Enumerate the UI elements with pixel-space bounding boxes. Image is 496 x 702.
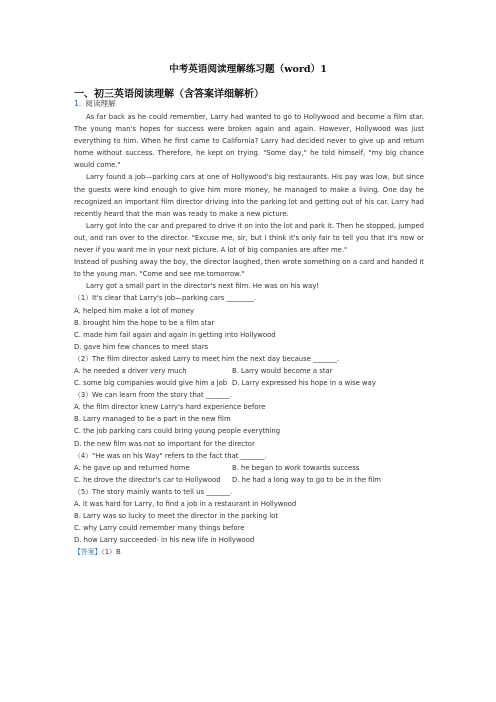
subsection-heading (74, 98, 116, 109)
option: A. he gave up and returned home (74, 463, 190, 472)
paragraph: As far back as he could remember, Larry had wanted to go to Hollywood and become a film star. The young man's hopes for success were broken again and again. However, Hollywood was just everything to him. When he first came to California? Larry had decided never to give up and return home without success. Therefore, he kept on trying. "Some day," he told himself, "my big chance would come." (74, 113, 424, 170)
question-3 (74, 389, 424, 449)
option: C. the job parking cars could bring young people everything (74, 427, 281, 436)
option: D. how Larry succeeded- in his new life in Hollywood (74, 536, 255, 545)
option: B. Larry managed to be a part in the new film (74, 415, 231, 424)
option: C. he drove the director's car to Hollywood (74, 475, 221, 484)
answer-text: （1）B (101, 548, 121, 557)
subsection-number: 1. (74, 99, 82, 108)
option: B. brought him the hope to be a film star (74, 318, 215, 327)
answer-label: 【答案】 (74, 548, 102, 557)
question-stem: （5）The story mainly wants to tell us _______. (74, 487, 233, 496)
option: A. the film director knew Larry's hard experience before (74, 403, 266, 412)
page-title: 中考英语阅读理解练习题（word）1 (169, 64, 327, 75)
option: B. Larry was so lucky to meet the director in the parking lot (74, 512, 278, 521)
paragraph: Larry found a job—parking cars at one of Hollywood's big restaurants. His pay was low, but since the guests were kind enough to give him more money, he managed to make a living. One day he recognized an important film director driving into the parking lot and getting out of his car. Larry had recently heard that the man was ready to make a new picture. (74, 173, 424, 218)
option: B. Larry would become a star (232, 366, 333, 375)
reading-passage (74, 111, 424, 558)
question-2 (74, 353, 424, 389)
question-stem: （1）It's clear that Larry's job—parking cars ________. (74, 294, 257, 303)
subsection-label: 阅读理解 (85, 99, 116, 108)
paragraph: Instead of pushing away the boy, the director laughed, then wrote something on a card and handed it to the young man. "Come and see me tomorrow." (74, 258, 424, 279)
option: C. some big companies would give him a job (74, 379, 228, 388)
option-row (74, 462, 424, 474)
paragraph: Larry got a small part in the director's next film. He was on his way! (86, 282, 320, 291)
option: C. made him fail again and again in getting into Hollywood (74, 330, 276, 339)
option: A. helped him make a lot of money (74, 306, 195, 315)
question-4 (74, 450, 424, 486)
paragraph: Larry got into the car and prepared to drive it on into the lot and park it. Then he stopped, jumped out, and ran over to the director. "Excuse me, sir, but I think it's only fair to tell you that it's now or never if you want me in your next picture. A lot of big companies are after me." (74, 221, 424, 255)
option: C. why Larry could remember many things before (74, 524, 245, 533)
answer-line (74, 546, 424, 558)
option: D. Larry expressed his hope in a wise way (232, 379, 376, 388)
question-stem: （2）The film director asked Larry to meet him the next day because _______. (74, 354, 340, 363)
option: A. it was hard for Larry, to find a job in a restaurant in Hollywood (74, 500, 297, 508)
option: A. he needed a driver very much (74, 366, 187, 375)
section-heading: 一、初三英语阅读理解（含答案详细解析） (74, 89, 264, 100)
option: B. he began to work towards success (232, 463, 360, 472)
question-1 (74, 292, 424, 352)
option-row (74, 377, 424, 389)
option-row (74, 365, 424, 377)
option: D. he had a long way to go to be in the film (232, 475, 381, 484)
question-stem: （3）We can learn from the story that _______. (74, 391, 232, 400)
option-row (74, 474, 424, 486)
question-5 (74, 486, 424, 546)
option: D. the new film was not so important for the director (74, 439, 255, 448)
option: D. gave him few chances to meet stars (74, 342, 209, 351)
question-stem: （4）"He was on his Way" refers to the fact that _______. (74, 451, 267, 460)
